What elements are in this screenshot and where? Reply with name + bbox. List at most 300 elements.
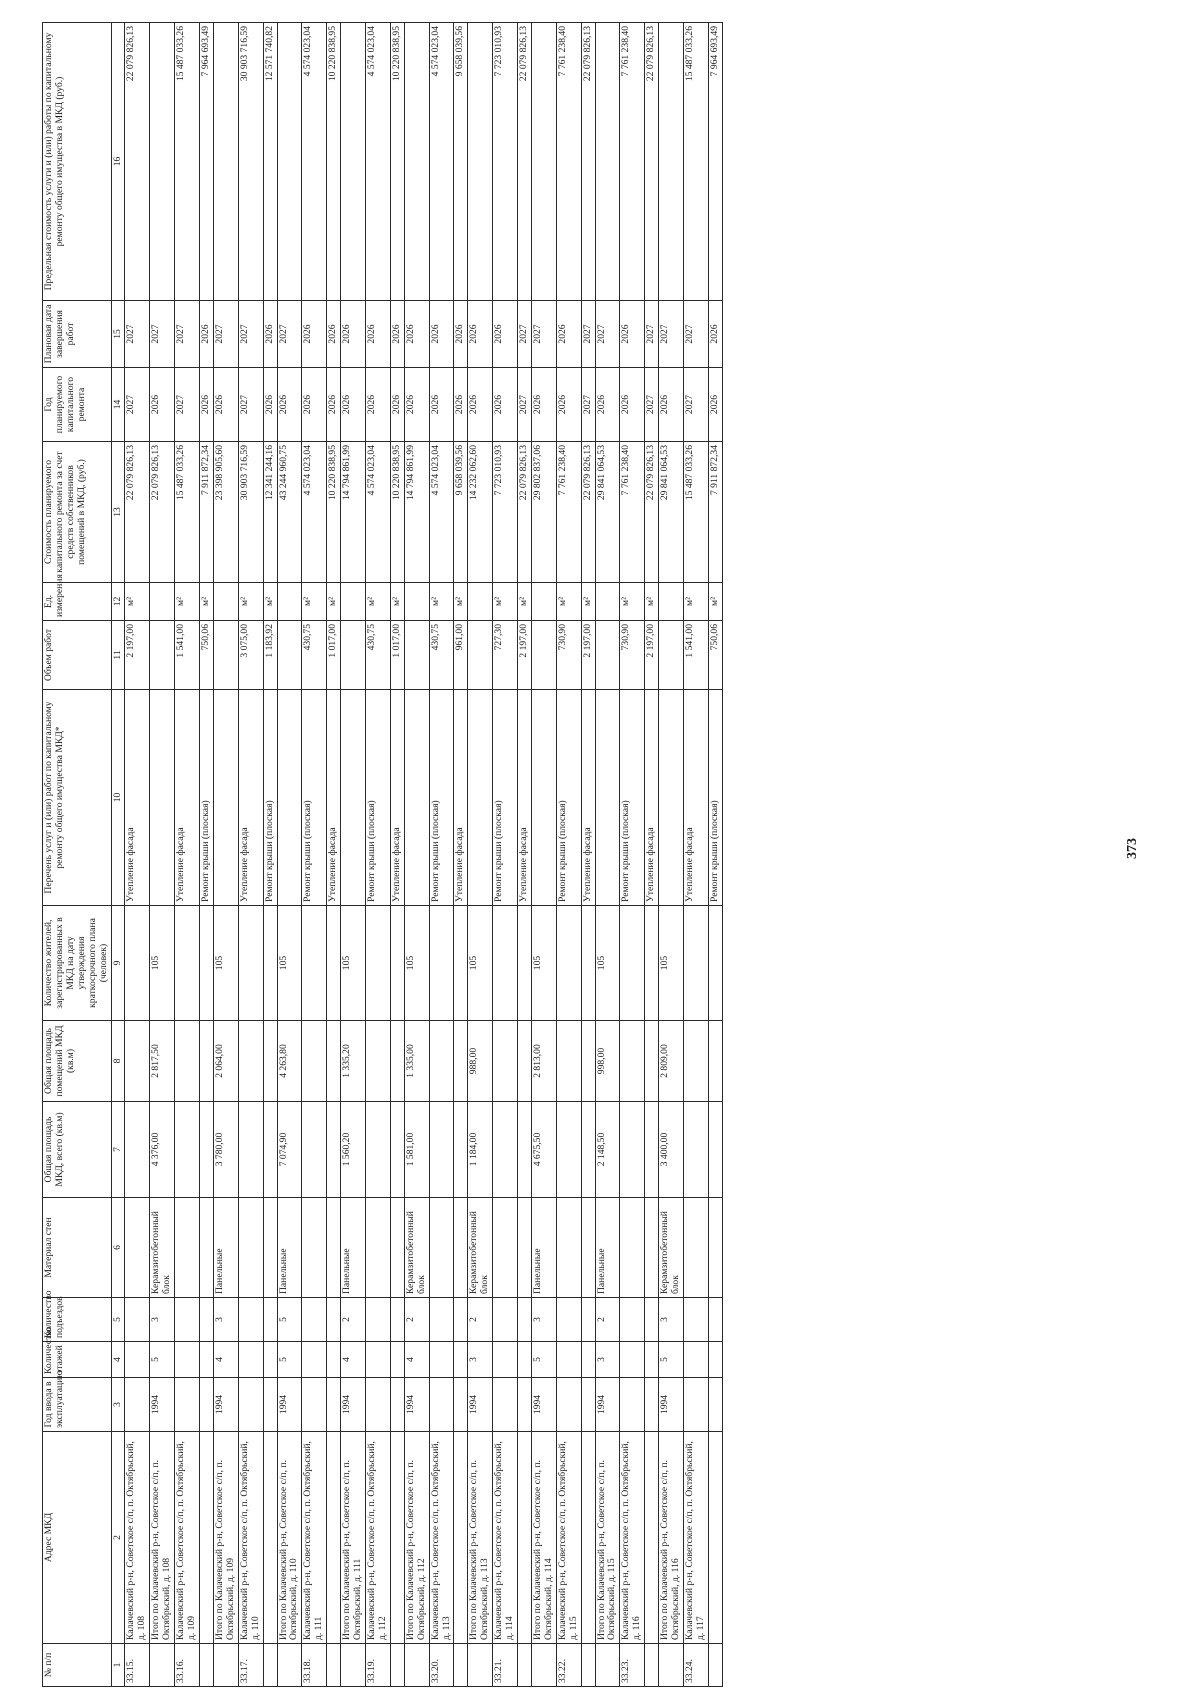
table-cell (684, 1102, 709, 1198)
table-cell (213, 1644, 238, 1687)
table-cell: 10 220 838,95 (327, 23, 341, 301)
column-header: Количество подъездов (43, 1298, 112, 1342)
table-cell: 2026 (620, 301, 645, 368)
table-cell: 1994 (277, 1378, 302, 1432)
table-cell (341, 23, 366, 301)
table-cell: 2027 (125, 301, 150, 368)
table-cell: 3 (595, 1342, 620, 1378)
table-cell: 7 723 010,93 (493, 23, 518, 301)
column-number: 5 (111, 1298, 125, 1342)
table-cell (390, 906, 404, 1021)
table-cell: 3 780,00 (213, 1102, 238, 1198)
table-cell: 12 571 740,82 (263, 23, 277, 301)
table-cell: Утепление фасада (684, 690, 709, 906)
table-row (404, 23, 429, 1687)
table-cell: м² (429, 583, 454, 621)
table-cell (327, 1298, 341, 1342)
table-cell: 2026 (429, 301, 454, 368)
table-cell: Панельные (595, 1198, 620, 1298)
table-cell: 1994 (213, 1378, 238, 1432)
table-cell (175, 1342, 200, 1378)
table-cell: м² (493, 583, 518, 621)
table-cell (238, 1342, 263, 1378)
table-cell (263, 906, 277, 1021)
table-cell: 2026 (429, 368, 454, 442)
capital-repair-table (42, 22, 723, 1687)
table-cell (238, 1298, 263, 1342)
table-cell: Итого по Калачевский р-н, Советское с/п, п. Октябрьский, д. 112 (404, 1432, 429, 1644)
table-cell (150, 23, 175, 301)
table-cell (493, 1298, 518, 1342)
table-cell (390, 1021, 404, 1102)
table-cell: 105 (213, 906, 238, 1021)
table-cell: 2 197,00 (645, 621, 659, 690)
column-number: 13 (111, 442, 125, 583)
table-cell: 33.22. (556, 1644, 581, 1687)
table-cell (199, 1021, 213, 1102)
table-cell: Панельные (531, 1198, 556, 1298)
table-cell: 2027 (531, 301, 556, 368)
table-cell: 33.15. (125, 1644, 150, 1687)
table-cell (645, 1378, 659, 1432)
table-cell: 2026 (263, 301, 277, 368)
table-cell (518, 1378, 532, 1432)
table-cell: 2026 (468, 368, 493, 442)
table-cell: 2026 (531, 368, 556, 442)
table-cell (454, 1644, 468, 1687)
column-header: Перечень услуг и (или) работ по капитальному ремонту общего имущества МКД* (43, 690, 112, 906)
table-cell: 22 079 826,13 (518, 442, 532, 583)
table-cell: 4 376,00 (150, 1102, 175, 1198)
table-cell (277, 23, 302, 301)
column-number: 7 (111, 1102, 125, 1198)
table-cell: 105 (531, 906, 556, 1021)
column-header: Предельная стоимость услуги и (или) работы по капитальному ремонту общего имущества в МКД (руб.) (43, 23, 112, 301)
table-cell: Утепление фасада (175, 690, 200, 906)
table-cell (556, 1378, 581, 1432)
table-header (43, 23, 125, 1687)
table-cell (365, 1021, 390, 1102)
table-cell: 998,00 (595, 1021, 620, 1102)
table-cell (595, 621, 620, 690)
table-cell (341, 621, 366, 690)
column-number: 11 (111, 621, 125, 690)
table-cell (468, 583, 493, 621)
table-cell: 2027 (238, 301, 263, 368)
table-cell (708, 1021, 722, 1102)
table-cell (581, 1102, 595, 1198)
table-cell: Итого по Калачевский р-н, Советское с/п, п. Октябрьский, д. 109 (213, 1432, 238, 1644)
table-cell: 7 074,90 (277, 1102, 302, 1198)
table-row (263, 23, 277, 1687)
table-cell: 2026 (595, 368, 620, 442)
column-number: 8 (111, 1021, 125, 1102)
table-cell (581, 1298, 595, 1342)
table-cell: Калачевский р-н, Советское с/п, п. Октябрьский, д. 109 (175, 1432, 200, 1644)
column-number: 16 (111, 23, 125, 301)
table-cell: Калачевский р-н, Советское с/п, п. Октябрьский, д. 113 (429, 1432, 454, 1644)
table-cell (595, 583, 620, 621)
table-cell: 2 (468, 1298, 493, 1342)
table-cell: 4 675,50 (531, 1102, 556, 1198)
table-cell (199, 1432, 213, 1644)
table-cell: 2 (595, 1298, 620, 1342)
table-cell (645, 1644, 659, 1687)
table-cell (581, 906, 595, 1021)
table-cell: 730,90 (620, 621, 645, 690)
table-row (493, 23, 518, 1687)
table-cell (581, 1342, 595, 1378)
page-number: 373 (1125, 838, 1140, 859)
table-cell: Калачевский р-н, Советское с/п, п. Октябрьский, д. 108 (125, 1432, 150, 1644)
table-cell: 22 079 826,13 (581, 23, 595, 301)
table-row (684, 23, 709, 1687)
table-cell (175, 1298, 200, 1342)
table-cell: 3 (531, 1298, 556, 1342)
column-header: Год планируемого капитального ремонта (43, 368, 112, 442)
column-header: Плановая дата завершения работ (43, 301, 112, 368)
table-cell (581, 1021, 595, 1102)
table-cell: 7 761 238,40 (620, 442, 645, 583)
table-cell (327, 906, 341, 1021)
table-cell (238, 1198, 263, 1298)
table-cell (365, 1378, 390, 1432)
table-cell (684, 1378, 709, 1432)
table-cell (238, 1021, 263, 1102)
table-cell (390, 1342, 404, 1378)
table-cell: Утепление фасада (390, 690, 404, 906)
table-cell (302, 906, 327, 1021)
table-row (365, 23, 390, 1687)
table-cell (125, 906, 150, 1021)
table-cell: 2026 (263, 368, 277, 442)
table-cell: Утепление фасада (238, 690, 263, 906)
table-cell: 2 (341, 1298, 366, 1342)
table-cell (302, 1298, 327, 1342)
table-cell: 2026 (404, 368, 429, 442)
table-cell (277, 583, 302, 621)
table-cell (390, 1102, 404, 1198)
table-cell: Ремонт крыши (плоская) (365, 690, 390, 906)
table-cell: 15 487 033,26 (684, 442, 709, 583)
table-cell: Калачевский р-н, Советское с/п, п. Октябрьский, д. 117 (684, 1432, 709, 1644)
table-cell: 22 079 826,13 (645, 442, 659, 583)
table-cell (327, 1342, 341, 1378)
column-number: 6 (111, 1198, 125, 1298)
table-cell: 5 (277, 1298, 302, 1342)
table-cell: Калачевский р-н, Советское с/п, п. Октябрьский, д. 110 (238, 1432, 263, 1644)
table-cell (263, 1298, 277, 1342)
table-cell: 4 574 023,04 (365, 23, 390, 301)
table-cell (238, 1378, 263, 1432)
column-header: Год ввода в эксплуатацию (43, 1378, 112, 1432)
table-cell (238, 906, 263, 1021)
table-cell (199, 1644, 213, 1687)
table-cell: 22 079 826,13 (518, 23, 532, 301)
table-cell: 2026 (468, 301, 493, 368)
table-cell: 14 794 861,99 (404, 442, 429, 583)
table-cell (125, 1198, 150, 1298)
table-cell: Керамзитобетонный блок (150, 1198, 175, 1298)
table-cell (620, 906, 645, 1021)
table-cell (684, 1198, 709, 1298)
table-cell (404, 1644, 429, 1687)
table-cell (493, 1342, 518, 1378)
table-cell (175, 1102, 200, 1198)
column-number: 1 (111, 1644, 125, 1687)
table-cell (263, 1021, 277, 1102)
table-cell: 2 813,00 (531, 1021, 556, 1102)
table-cell: 5 (531, 1342, 556, 1378)
table-cell: 33.17. (238, 1644, 263, 1687)
table-cell: 105 (277, 906, 302, 1021)
table-row (468, 23, 493, 1687)
table-cell: 1994 (150, 1378, 175, 1432)
table-cell: 2027 (595, 301, 620, 368)
table-cell: 33.24. (684, 1644, 709, 1687)
table-cell: 4 574 023,04 (429, 442, 454, 583)
table-cell (125, 1298, 150, 1342)
table-cell: м² (708, 583, 722, 621)
table-cell (620, 1198, 645, 1298)
table-cell: 2026 (404, 301, 429, 368)
table-cell: 2026 (199, 368, 213, 442)
table-cell: 2 817,50 (150, 1021, 175, 1102)
table-cell: 3 400,00 (659, 1102, 684, 1198)
table-cell (302, 1378, 327, 1432)
table-cell: 988,00 (468, 1021, 493, 1102)
table-cell (684, 1021, 709, 1102)
table-cell (493, 1378, 518, 1432)
table-cell: 2026 (708, 301, 722, 368)
table-cell (404, 621, 429, 690)
table-cell: 2027 (659, 301, 684, 368)
table-cell (125, 1021, 150, 1102)
table-cell: 23 398 905,60 (213, 442, 238, 583)
table-cell (454, 1102, 468, 1198)
column-header: Количество этажей (43, 1342, 112, 1378)
table-cell: 1 017,00 (327, 621, 341, 690)
table-cell: Калачевский р-н, Советское с/п, п. Октябрьский, д. 111 (302, 1432, 327, 1644)
table-cell: 1994 (404, 1378, 429, 1432)
table-cell: 33.20. (429, 1644, 454, 1687)
table-cell: 29 841 064,53 (595, 442, 620, 583)
table-cell (556, 1298, 581, 1342)
table-cell: 14 794 861,99 (341, 442, 366, 583)
table-cell (518, 1342, 532, 1378)
table-cell: Ремонт крыши (плоская) (199, 690, 213, 906)
column-header: Ед. измерения (43, 583, 112, 621)
table-cell: 2027 (645, 368, 659, 442)
table-cell: 2026 (620, 368, 645, 442)
table-cell (341, 583, 366, 621)
table-cell: Калачевский р-н, Советское с/п, п. Октябрьский, д. 112 (365, 1432, 390, 1644)
table-cell: 2027 (125, 368, 150, 442)
header-row (43, 23, 112, 1687)
table-cell: м² (556, 583, 581, 621)
table-cell: м² (581, 583, 595, 621)
table-cell (518, 1644, 532, 1687)
table-row (213, 23, 238, 1687)
column-number: 10 (111, 690, 125, 906)
table-cell (708, 1644, 722, 1687)
table-cell (213, 23, 238, 301)
table-cell (468, 1644, 493, 1687)
table-cell (556, 1102, 581, 1198)
table-cell: Итого по Калачевский р-н, Советское с/п, п. Октябрьский, д. 108 (150, 1432, 175, 1644)
table-cell: 7 911 872,34 (199, 442, 213, 583)
table-cell (199, 1198, 213, 1298)
table-cell (263, 1342, 277, 1378)
table-cell: 2 809,00 (659, 1021, 684, 1102)
table-cell (493, 1102, 518, 1198)
table-cell: 2026 (341, 301, 366, 368)
table-cell: 1 560,20 (341, 1102, 366, 1198)
table-cell: Итого по Калачевский р-н, Советское с/п, п. Октябрьский, д. 116 (659, 1432, 684, 1644)
table-cell (468, 621, 493, 690)
table-cell: 2027 (175, 368, 200, 442)
table-row (454, 23, 468, 1687)
table-cell: 2027 (213, 301, 238, 368)
table-cell (708, 1432, 722, 1644)
table-cell: 4 263,80 (277, 1021, 302, 1102)
column-header: Стоимость планируемого капитального ремонта за счет средств собственников помещений в МКД, (руб.) (43, 442, 112, 583)
table-cell (468, 690, 493, 906)
table-cell (645, 1198, 659, 1298)
table-cell (175, 1021, 200, 1102)
table-cell: 4 (213, 1342, 238, 1378)
table-cell: 10 220 838,95 (327, 442, 341, 583)
table-cell (684, 1342, 709, 1378)
table-cell: 727,30 (493, 621, 518, 690)
table-cell (390, 1198, 404, 1298)
table-cell (213, 621, 238, 690)
table-cell: 105 (150, 906, 175, 1021)
table-cell: 1 541,00 (684, 621, 709, 690)
table-cell (390, 1644, 404, 1687)
table-cell (659, 23, 684, 301)
table-cell: 750,06 (199, 621, 213, 690)
table-cell (454, 906, 468, 1021)
table-cell: Калачевский р-н, Советское с/п, п. Октябрьский, д. 115 (556, 1432, 581, 1644)
table-cell (531, 583, 556, 621)
table-cell (429, 1102, 454, 1198)
table-cell: 2026 (327, 368, 341, 442)
table-row (581, 23, 595, 1687)
table-cell (199, 1342, 213, 1378)
table-cell: 2026 (556, 301, 581, 368)
table-row (659, 23, 684, 1687)
table-cell: 1 541,00 (175, 621, 200, 690)
table-cell: 1 581,00 (404, 1102, 429, 1198)
table-cell: 33.18. (302, 1644, 327, 1687)
table-cell (302, 1342, 327, 1378)
table-cell: 2027 (684, 368, 709, 442)
table-cell: 33.16. (175, 1644, 200, 1687)
table-cell (404, 583, 429, 621)
column-number: 3 (111, 1378, 125, 1432)
table-row (277, 23, 302, 1687)
table-cell (125, 1378, 150, 1432)
table-cell (175, 906, 200, 1021)
column-number: 4 (111, 1342, 125, 1378)
table-cell: 9 658 039,56 (454, 442, 468, 583)
table-cell (302, 1198, 327, 1298)
table-cell (365, 1298, 390, 1342)
table-cell: 2026 (556, 368, 581, 442)
table-cell (263, 1378, 277, 1432)
table-cell (645, 1021, 659, 1102)
table-cell: м² (327, 583, 341, 621)
table-cell: 2026 (277, 368, 302, 442)
table-cell (429, 1198, 454, 1298)
table-cell (684, 906, 709, 1021)
table-cell (708, 1342, 722, 1378)
table-cell (708, 906, 722, 1021)
table-cell (341, 1644, 366, 1687)
table-cell (595, 23, 620, 301)
table-cell: 4 574 023,04 (302, 23, 327, 301)
table-cell (708, 1298, 722, 1342)
table-cell: Утепление фасада (518, 690, 532, 906)
table-cell: Панельные (341, 1198, 366, 1298)
table-cell (493, 1021, 518, 1102)
table-row (556, 23, 581, 1687)
table-cell: м² (518, 583, 532, 621)
table-cell (659, 690, 684, 906)
table-cell (556, 1021, 581, 1102)
table-row (429, 23, 454, 1687)
table-cell (518, 906, 532, 1021)
table-cell: м² (620, 583, 645, 621)
table-cell (199, 1378, 213, 1432)
table-cell (150, 1644, 175, 1687)
table-cell: Ремонт крыши (плоская) (263, 690, 277, 906)
table-cell (684, 1298, 709, 1342)
table-row (125, 23, 150, 1687)
table-cell (277, 1644, 302, 1687)
table-cell: Итого по Калачевский р-н, Советское с/п, п. Октябрьский, д. 114 (531, 1432, 556, 1644)
table-cell: 2027 (684, 301, 709, 368)
table-cell (175, 1378, 200, 1432)
table-cell (429, 1378, 454, 1432)
table-cell: 105 (595, 906, 620, 1021)
table-cell: 2026 (365, 301, 390, 368)
table-cell: 9 658 039,56 (454, 23, 468, 301)
table-cell (708, 1378, 722, 1432)
table-cell (213, 583, 238, 621)
table-cell (429, 1298, 454, 1342)
table-cell: 2027 (175, 301, 200, 368)
column-header: Материал стен (43, 1198, 112, 1298)
table-cell: 30 903 716,59 (238, 442, 263, 583)
table-cell: 2027 (150, 301, 175, 368)
table-cell: 7 761 238,40 (556, 442, 581, 583)
table-cell: Ремонт крыши (плоская) (429, 690, 454, 906)
column-header: Адрес МКД (43, 1432, 112, 1644)
table-cell: Калачевский р-н, Советское с/п, п. Октябрьский, д. 116 (620, 1432, 645, 1644)
table-cell (327, 1644, 341, 1687)
table-cell (468, 23, 493, 301)
table-cell: 3 (659, 1298, 684, 1342)
table-cell: 2026 (302, 368, 327, 442)
table-cell: 2 197,00 (518, 621, 532, 690)
table-cell: 15 487 033,26 (175, 23, 200, 301)
table-cell: 2026 (390, 368, 404, 442)
table-cell (199, 1102, 213, 1198)
table-cell: 2027 (277, 301, 302, 368)
table-cell (518, 1432, 532, 1644)
